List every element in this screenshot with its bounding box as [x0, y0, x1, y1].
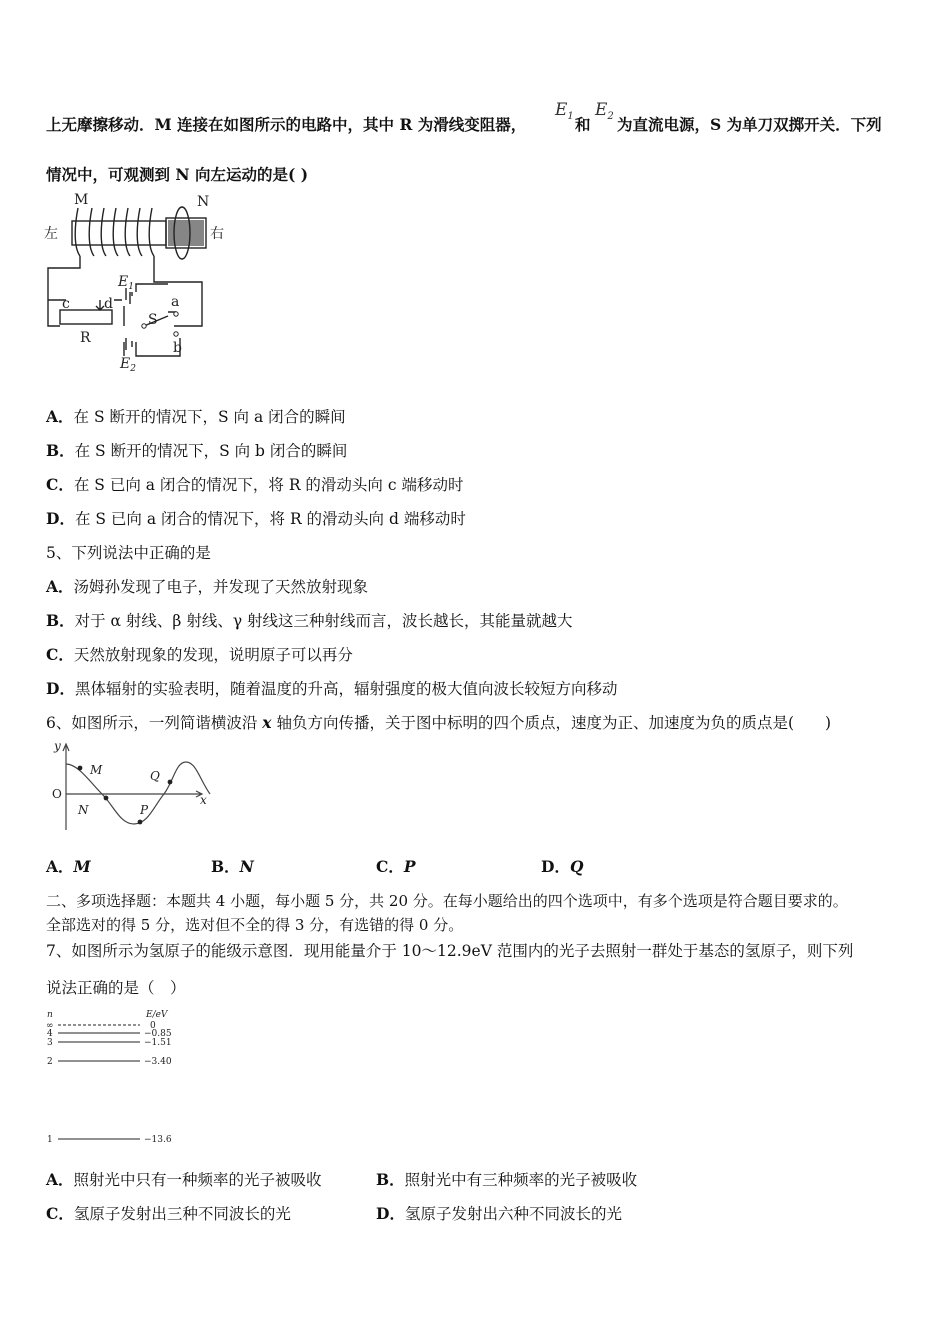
label-y: y — [54, 740, 61, 753]
option-letter: B． — [46, 441, 75, 460]
q4-e2-subscript: 2 — [607, 111, 614, 122]
option-text: 在 S 断开的情况下，S 向 b 闭合的瞬间 — [74, 442, 348, 460]
option-letter: B． — [376, 1170, 405, 1189]
q4-option-b[interactable] — [46, 441, 347, 461]
label-e2: $E_2$ — [120, 356, 136, 374]
option-text: 汤姆孙发现了电子，并发现了天然放射现象 — [73, 578, 369, 596]
option-text: Q — [569, 857, 584, 876]
point-p — [138, 820, 143, 825]
q4-and-word — [575, 115, 591, 135]
section2-line1: 二、多项选择题：本题共 4 小题，每小题 5 分，共 20 分。在每小题给出的四个选项中，有多个选项是符合题目要求的。 — [46, 892, 848, 910]
q7-stem-line2: 说法正确的是（ ） — [46, 979, 186, 997]
option-text: M — [73, 857, 91, 876]
q4-e2-letter: E — [595, 100, 608, 120]
level-e-2: −3.40 — [144, 1057, 172, 1067]
point-m — [78, 766, 83, 771]
label-o: O — [52, 787, 62, 801]
q5-option-d[interactable] — [46, 679, 617, 699]
y-axis — [63, 744, 69, 830]
q6-option-c[interactable] — [376, 857, 416, 877]
q7-stem-line1: 7、如图所示为氢原子的能级示意图．现用能量介于 10～12.9eV 范围内的光子去照射一群处于基态的氢原子，则下列 — [46, 942, 854, 960]
label-d: d — [104, 296, 113, 312]
option-text: 氢原子发射出三种不同波长的光 — [73, 1205, 291, 1223]
q6-option-b[interactable] — [211, 857, 254, 877]
option-text: 对于 α 射线、β 射线、γ 射线这三种射线而言，波长越长，其能量就越大 — [74, 612, 573, 630]
level-e-4: −0.85 — [144, 1029, 172, 1039]
label-a: a — [171, 294, 180, 310]
label-e1: $E_1$ — [118, 274, 134, 292]
q4-circuit-figure — [40, 188, 230, 374]
label-p: P — [140, 803, 149, 817]
label-m: M — [90, 763, 103, 777]
resistor-r — [60, 310, 112, 324]
q5-option-c[interactable] — [46, 645, 353, 665]
solenoid-coil — [75, 208, 154, 256]
q4-stem-line1-end — [617, 115, 882, 135]
label-q: Q — [150, 769, 160, 783]
option-text: 黑体辐射的实验表明，随着温度的升高，辐射强度的极大值向波长较短方向移动 — [74, 680, 618, 698]
option-text: P — [403, 857, 416, 876]
option-letter: A． — [46, 1170, 74, 1189]
option-letter: B． — [211, 857, 240, 876]
option-letter: A． — [46, 407, 74, 426]
q6-option-d[interactable] — [541, 857, 583, 877]
section2-line2: 全部选对的得 5 分，选对但不全的得 3 分，有选错的得 0 分。 — [46, 916, 464, 934]
q6-wave-figure — [44, 740, 216, 834]
point-q — [168, 780, 173, 785]
label-x: x — [200, 793, 207, 807]
option-letter: A． — [46, 577, 74, 596]
option-letter: C． — [46, 645, 74, 664]
q6-option-a[interactable] — [46, 857, 91, 877]
label-r: R — [80, 330, 91, 346]
n-header: n — [47, 1010, 53, 1020]
level-n-4: 4 — [47, 1029, 53, 1039]
q4-option-c[interactable] — [46, 475, 463, 495]
option-text: 天然放射现象的发现，说明原子可以再分 — [73, 646, 353, 664]
q7-option-c[interactable] — [46, 1204, 291, 1224]
option-letter: D． — [46, 509, 75, 528]
level-n-2: 2 — [47, 1057, 53, 1067]
option-text: 照射光中只有一种频率的光子被吸收 — [73, 1171, 322, 1189]
q4-e1-symbol — [555, 100, 574, 127]
level-e-1: −13.6 — [144, 1135, 172, 1145]
option-letter: D． — [376, 1204, 405, 1223]
x-axis — [66, 791, 202, 797]
q6-stem — [46, 713, 831, 733]
q4-stem-line1 — [46, 115, 526, 135]
q4-option-d[interactable] — [46, 509, 466, 529]
option-text: 在 S 断开的情况下，S 向 a 闭合的瞬间 — [73, 408, 346, 426]
level-n-1: 1 — [47, 1135, 53, 1145]
q6-stem-b: 轴负方向传播，关于图中标明的四个质点，速度为正、加速度为负的质点是( ) — [271, 714, 832, 732]
q7-option-b[interactable] — [376, 1170, 637, 1190]
label-n: N — [78, 803, 89, 817]
q7-option-a[interactable] — [46, 1170, 322, 1190]
option-text: 在 S 已向 a 闭合的情况下，将 R 的滑动头向 c 端移动时 — [73, 476, 464, 494]
q4-e1-subscript: 1 — [567, 111, 574, 122]
option-letter: B． — [46, 611, 75, 630]
label-c: c — [62, 296, 70, 312]
label-left: 左 — [44, 226, 58, 242]
option-text: 在 S 已向 a 闭合的情况下，将 R 的滑动头向 d 端移动时 — [74, 510, 466, 528]
label-n: N — [197, 194, 210, 210]
q5-option-a[interactable] — [46, 577, 368, 597]
q7-energy-level-figure — [44, 1008, 184, 1148]
option-letter: D． — [541, 857, 570, 876]
solenoid-core — [72, 221, 166, 245]
level-n-inf: ∞ — [46, 1021, 54, 1031]
q7-option-d[interactable] — [376, 1204, 622, 1224]
option-letter: C． — [376, 857, 404, 876]
level-e-inf: 0 — [150, 1021, 156, 1031]
e-header: E/eV — [146, 1010, 168, 1020]
level-n-3: 3 — [47, 1038, 53, 1048]
q4-e1-letter: E — [555, 100, 568, 120]
battery-e2 — [126, 338, 132, 350]
label-s: S — [148, 312, 158, 328]
q4-e2-symbol — [595, 100, 614, 127]
slider-arrow — [96, 300, 104, 310]
option-text: N — [239, 857, 254, 876]
option-letter: D． — [46, 679, 75, 698]
option-letter: C． — [46, 1204, 74, 1223]
option-letter: A． — [46, 857, 74, 876]
q5-option-b[interactable] — [46, 611, 573, 631]
q4-option-a[interactable] — [46, 407, 346, 427]
q5-stem: 5、下列说法中正确的是 — [46, 544, 211, 562]
label-right: 右 — [210, 226, 224, 242]
level-e-3: −1.51 — [144, 1038, 172, 1048]
option-text: 照射光中有三种频率的光子被吸收 — [404, 1171, 638, 1189]
q4-stem-text-b: 为直流电源，S 为单刀双掷开关．下列 — [617, 115, 882, 134]
q6-stem-x: x — [262, 713, 272, 732]
label-m: M — [74, 192, 89, 208]
q4-stem-text-a: 上无摩擦移动．M 连接在如图所示的电路中，其中 R 为滑线变阻器， — [46, 115, 527, 134]
q4-and-text: 和 — [575, 115, 591, 134]
q6-stem-a: 6、如图所示，一列简谐横波沿 — [46, 714, 263, 732]
label-b: b — [173, 340, 182, 356]
option-letter: C． — [46, 475, 74, 494]
q4-stem-line2: 情况中，可观测到 N 向左运动的是( ) — [46, 165, 309, 184]
option-text: 氢原子发射出六种不同波长的光 — [404, 1205, 622, 1223]
point-n — [104, 796, 109, 801]
